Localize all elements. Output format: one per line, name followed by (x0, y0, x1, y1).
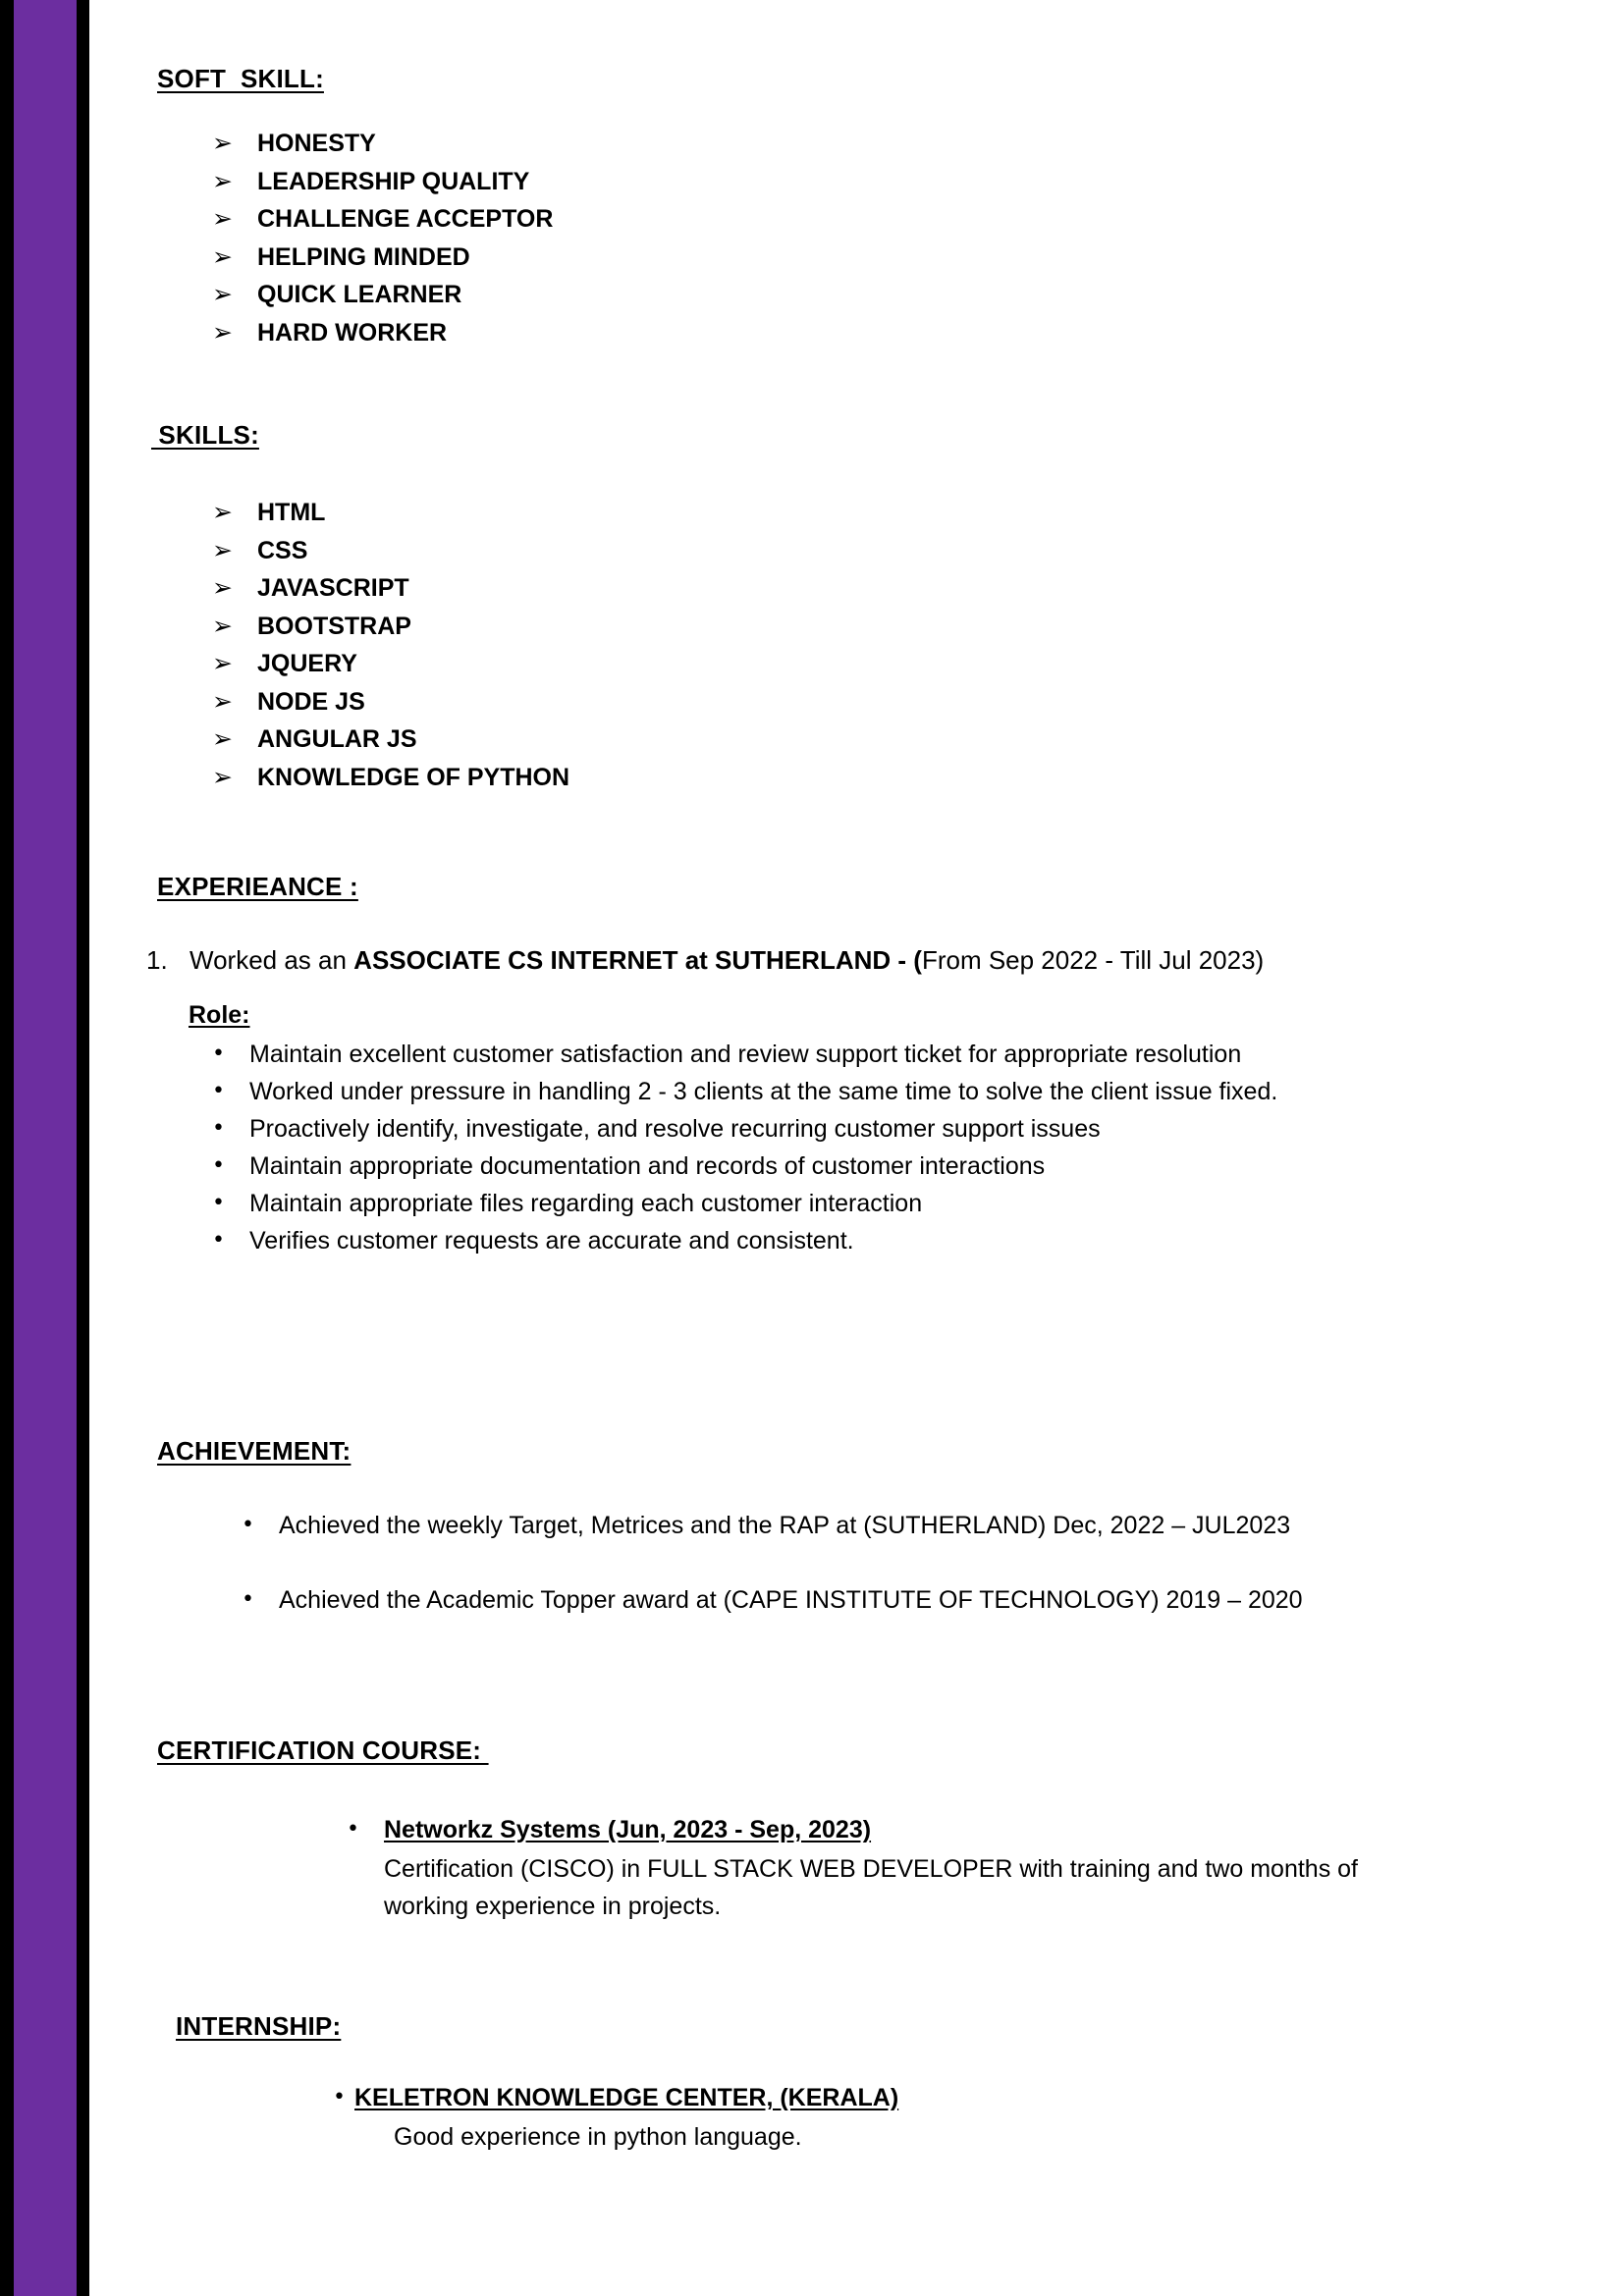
achievement-item-text: Achieved the Academic Topper award at (CAPE INSTITUTE OF TECHNOLOGY) 2019 – 2020 (279, 1586, 1303, 1614)
dot-bullet-icon: • (212, 1116, 225, 1141)
arrow-bullet-icon: ➢ (212, 204, 233, 233)
role-item-text: Maintain appropriate files regarding each customer interaction (249, 1190, 923, 1217)
dot-bullet-icon: • (212, 1153, 225, 1178)
skill-label: KNOWLEDGE OF PYTHON (257, 763, 570, 791)
dot-bullet-icon: • (212, 1079, 225, 1103)
soft-skill-label: HARD WORKER (257, 318, 448, 347)
skill-label: ANGULAR JS (257, 725, 417, 753)
experience-entry (146, 940, 1374, 980)
arrow-bullet-icon: ➢ (212, 686, 233, 716)
section-heading-experience: EXPERIEANCE : (157, 872, 358, 901)
arrow-bullet-icon: ➢ (212, 129, 233, 157)
dot-bullet-icon: • (333, 2085, 346, 2109)
role-item-text: Maintain appropriate documentation and records of customer interactions (249, 1152, 1046, 1180)
achievement-list (242, 1507, 1410, 1619)
list-item (212, 200, 1390, 239)
arrow-bullet-icon: ➢ (212, 535, 233, 564)
soft-skill-label: LEADERSHIP QUALITY (257, 167, 530, 195)
accent-sidebar-stripe (14, 0, 77, 2296)
certification-entry-title: Networkz Systems (Jun, 2023 - Sep, 2023) (384, 1816, 872, 1843)
list-item (212, 239, 1390, 277)
skill-label: HTML (257, 499, 326, 526)
left-border-stripe (0, 0, 14, 2296)
list-item (212, 1222, 1390, 1259)
list-item (212, 608, 1390, 646)
certification-entry (347, 1811, 1387, 1848)
arrow-bullet-icon: ➢ (212, 762, 233, 791)
internship-entry-description: Good experience in python language. (394, 2123, 802, 2151)
experience-prefix: Worked as an (189, 945, 354, 975)
experience-entry-text (189, 940, 1374, 980)
experience-dates: From Sep 2022 - Till Jul 2023) (921, 945, 1265, 975)
list-item (212, 1073, 1390, 1110)
section-heading-achievement: ACHIEVEMENT: (157, 1436, 352, 1466)
dot-bullet-icon: • (212, 1041, 225, 1066)
list-item (212, 494, 1390, 532)
list-number: 1. (146, 945, 168, 975)
arrow-bullet-icon: ➢ (212, 241, 233, 271)
right-border-stripe (77, 0, 89, 2296)
role-item-text: Proactively identify, investigate, and resolve recurring customer support issues (249, 1115, 1101, 1143)
dot-bullet-icon: • (347, 1817, 359, 1842)
dot-bullet-icon: • (212, 1191, 225, 1215)
list-item (212, 1185, 1390, 1222)
soft-skill-label: QUICK LEARNER (257, 281, 462, 308)
soft-skill-list (212, 125, 1390, 351)
internship-entry-title: KELETRON KNOWLEDGE CENTER, (KERALA) (354, 2084, 899, 2111)
skill-label: CSS (257, 536, 308, 564)
skills-list (212, 494, 1390, 796)
list-item (242, 1507, 1410, 1544)
list-item (212, 276, 1390, 314)
list-item (212, 1110, 1390, 1148)
arrow-bullet-icon: ➢ (212, 317, 233, 347)
arrow-bullet-icon: ➢ (212, 166, 233, 195)
skill-label: NODE JS (257, 687, 365, 716)
list-item (212, 532, 1390, 570)
section-heading-skills: SKILLS: (151, 420, 259, 450)
arrow-bullet-icon: ➢ (212, 611, 233, 640)
document-content (89, 0, 1623, 2296)
section-heading-soft-skill: SOFT SKILL: (157, 64, 324, 93)
soft-skill-label: HELPING MINDED (257, 242, 470, 271)
achievement-item-text: Achieved the weekly Target, Metrices and the RAP at (SUTHERLAND) Dec, 2022 – JUL2023 (279, 1512, 1291, 1539)
role-heading: Role: (189, 1001, 250, 1029)
list-item (212, 569, 1390, 608)
arrow-bullet-icon: ➢ (212, 573, 233, 602)
section-heading-internship: INTERNSHIP: (176, 2011, 342, 2041)
arrow-bullet-icon: ➢ (212, 724, 233, 753)
skill-label: JAVASCRIPT (257, 574, 409, 602)
list-item (242, 1581, 1410, 1619)
list-item (212, 721, 1390, 759)
soft-skill-label: CHALLENGE ACCEPTOR (257, 205, 554, 233)
role-list (212, 1036, 1390, 1259)
section-heading-certification: CERTIFICATION COURSE: (157, 1735, 489, 1765)
list-item (212, 759, 1390, 797)
skill-label: BOOTSTRAP (257, 612, 411, 640)
role-item-text: Maintain excellent customer satisfaction and review support ticket for appropriate resolution (249, 1041, 1242, 1068)
dot-bullet-icon: • (242, 1513, 254, 1537)
arrow-bullet-icon: ➢ (212, 280, 233, 308)
arrow-bullet-icon: ➢ (212, 649, 233, 677)
role-item-text: Worked under pressure in handling 2 - 3 clients at the same time to solve the client issue fixed. (249, 1078, 1278, 1105)
dot-bullet-icon: • (242, 1587, 254, 1612)
arrow-bullet-icon: ➢ (212, 498, 233, 526)
certification-entry-description: Certification (CISCO) in FULL STACK WEB DEVELOPER with training and two months of working experience in projects. (384, 1855, 1359, 1920)
skill-label: JQUERY (257, 650, 357, 677)
role-item-text: Verifies customer requests are accurate and consistent. (249, 1227, 854, 1255)
internship-entry (333, 2079, 1383, 2116)
list-item (212, 314, 1390, 352)
list-item (212, 1148, 1390, 1185)
dot-bullet-icon: • (212, 1228, 225, 1253)
soft-skill-label: HONESTY (257, 130, 376, 157)
list-item (212, 125, 1390, 163)
list-item (212, 1036, 1390, 1073)
experience-title: ASSOCIATE CS INTERNET at SUTHERLAND - ( (353, 945, 922, 975)
list-item (212, 163, 1390, 201)
list-item (212, 645, 1390, 683)
list-item (212, 683, 1390, 721)
